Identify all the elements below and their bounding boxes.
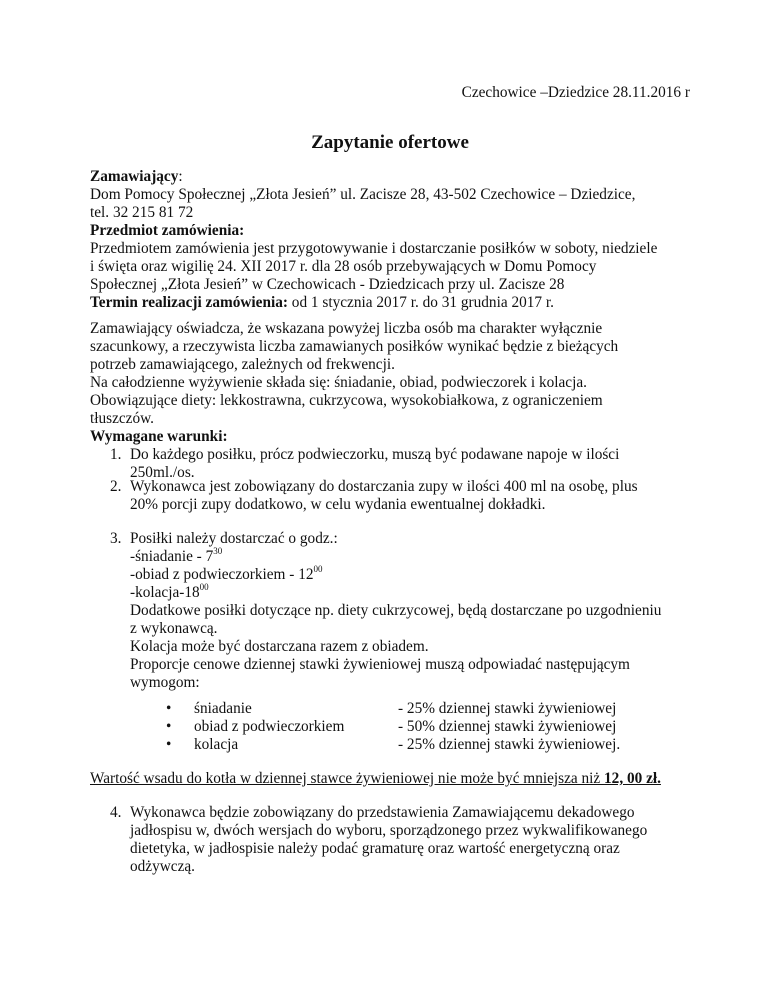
list-item-text: Dodatkowe posiłki dotyczące np. diety cukrzycowej, będą dostarczane po uzgodnieniu (130, 602, 662, 619)
deadline-label: Termin realizacji zamówienia: (90, 294, 288, 311)
ordering-party-phone: tel. 32 215 81 72 (90, 204, 194, 221)
declaration-line: Zamawiający oświadcza, że wskazana powyżej liczba osób ma charakter wyłącznie (90, 320, 603, 337)
list-item-text: z wykonawcą. (130, 620, 218, 637)
delivery-time-lunch: -obiad z podwieczorkiem - $12^{00}$ (130, 564, 323, 583)
meal-label: obiad z podwieczorkiem (194, 718, 345, 735)
list-item-text: jadłospisu w, dwóch wersjach do wyboru, sporządzonego przez wykwalifikowanego (130, 822, 648, 839)
subject-heading: Przedmiot zamówienia: (90, 222, 245, 239)
conditions-heading: Wymagane warunki: (90, 428, 228, 445)
bullet-icon: • (166, 718, 172, 735)
list-item-text: 20% porcji zupy dodatkowo, w celu wydania ewentualnej dokładki. (130, 496, 546, 513)
document-title: Zapytanie ofertowe (311, 132, 469, 153)
list-item-text: Wykonawca jest zobowiązany do dostarczania zupy w ilości 400 ml na osobę, plus (130, 478, 638, 495)
subject-line: Przedmiotem zamówienia jest przygotowywanie i dostarczanie posiłków w soboty, niedziele (90, 240, 658, 257)
subject-line: Społecznej „Złota Jesień” w Czechowicach - Dziedzicach przy ul. Zacisze 28 (90, 276, 565, 293)
list-item-text: dietetyka, w jadłospisie należy podać gramaturę oraz wartość energetyczną oraz (130, 840, 620, 857)
list-item-text: odżywczą. (130, 858, 195, 875)
meal-proportion: - 25% dziennej stawki żywieniowej (398, 700, 617, 717)
date-line: Czechowice –Dziedzice 28.11.2016 r (461, 84, 690, 101)
subject-line: i święta oraz wigilię 24. XII 2017 r. dla 28 osób przebywających w Domu Pomocy (90, 258, 597, 275)
meal-label: kolacja (194, 736, 239, 753)
declaration-line: szacunkowy, a rzeczywista liczba zamawianych posiłków wynikać będzie z bieżących (90, 338, 619, 355)
list-number: 2. (110, 478, 122, 495)
list-number: 3. (110, 530, 122, 547)
ordering-party-label: Zamawiający (90, 168, 179, 185)
minimum-value-amount: 12, 00 zł. (604, 770, 661, 787)
deadline (90, 294, 554, 312)
ordering-party-heading: Zamawiający: (90, 168, 183, 185)
declaration-line: potrzeb zamawiającego, zależnych od frekwencji. (90, 356, 395, 373)
bullet-icon: • (166, 700, 172, 717)
list-item-text: Kolacja może być dostarczana razem z obiadem. (130, 638, 429, 655)
ordering-party-address: Dom Pomocy Społecznej „Złota Jesień” ul. Zacisze 28, 43-502 Czechowice – Dziedzice, (90, 186, 636, 203)
list-number: 1. (110, 446, 122, 463)
meal-proportion: - 25% dziennej stawki żywieniowej. (398, 736, 621, 753)
declaration-line: Obowiązujące diety: lekkostrawna, cukrzycowa, wysokobiałkowa, z ograniczeniem (90, 392, 603, 409)
delivery-time-supper: $-kolacja-18^{00}$ (130, 582, 209, 601)
list-item-text: Proporcje cenowe dziennej stawki żywieniowej muszą odpowiadać następującym (130, 656, 630, 673)
delivery-time-breakfast: -śniadanie - $7^{30}$ (130, 546, 223, 565)
list-number: 4. (110, 804, 122, 821)
declaration-line: tłuszczów. (90, 410, 154, 427)
meal-proportion: - 50% dziennej stawki żywieniowej (398, 718, 617, 735)
declaration-line: Na całodzienne wyżywienie składa się: śniadanie, obiad, podwieczorek i kolacja. (90, 374, 587, 391)
minimum-value-note: Wartość wsadu do kotła w dziennej stawce żywieniowej nie może być mniejsza niż 12, 00 zł. (90, 770, 661, 787)
meal-label: śniadanie (194, 700, 252, 717)
bullet-icon: • (166, 736, 172, 753)
list-item-text: Do każdego posiłku, prócz podwieczorku, muszą być podawane napoje w ilości (130, 446, 620, 463)
list-item-text: Posiłki należy dostarczać o godz.: (130, 530, 338, 547)
list-item-text: 250ml./os. (130, 464, 195, 481)
list-item-text: Wykonawca będzie zobowiązany do przedstawienia Zamawiającemu dekadowego (130, 804, 635, 821)
list-item-text: wymogom: (130, 674, 200, 691)
deadline-value: od 1 stycznia 2017 r. do 31 grudnia 2017 r. (287, 294, 554, 311)
